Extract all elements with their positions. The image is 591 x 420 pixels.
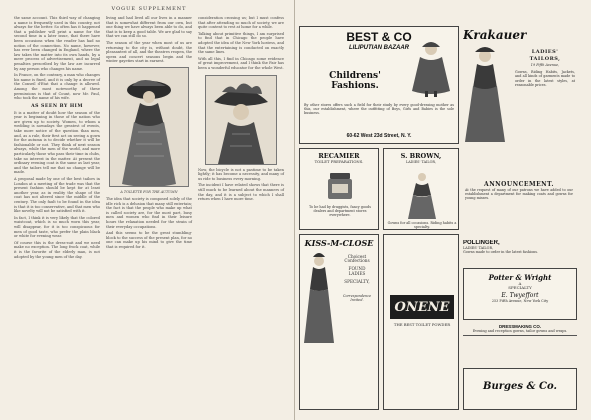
best-co-brand: BEST & CO	[346, 30, 412, 44]
best-co-address: 60-62 West 23d Street, N. Y.	[346, 133, 412, 139]
pollinger-line: LADIES' TAILOR,	[463, 246, 494, 250]
lady-figure-icon	[304, 253, 334, 343]
best-co-headline-1: Childrens'	[329, 71, 381, 81]
ad-kiss-m-close	[299, 234, 379, 410]
ad-dressmaking	[463, 324, 577, 364]
dressmaking-body: Evening and reception gowns, tailor gowns and wraps.	[472, 329, 568, 333]
paragraph: consideration crossing us; but I must confess that after attending so much of society, we are quite content to rest at home for a while.	[198, 16, 284, 30]
recamier-body: To be had by druggists, fancy goods dealers and department stores everywhere.	[309, 205, 371, 218]
paragraph: And this seems to be the great stumbling-block to the success of the present plan, for no one can make up his mind to give the time that is required for it.	[106, 231, 192, 249]
krakauer-brand: Krakauer	[463, 28, 527, 42]
lady-tailor-figure-icon	[465, 46, 505, 142]
pollinger-brand: POLLINGER,	[463, 240, 500, 246]
krakauer-announcement: ANNOUNCEMENT.	[484, 181, 554, 188]
paragraph: It is a matter of doubt how the season of the year is beginning in those of the nation who are given up to society. Women, to whom a wedding is nowadays the greatest of events, take more notice of the question than men, and, as a rule, their first act on seeing a gown for the autumn is to decide whether it will be fashionable or not. They think of next season always, while the men of the world, and more particularly those who pass their time in clubs, take no interest in the matter. At present the ordinary evening coat is the same as last year, and the tailors tell me that no change will be made.	[14, 110, 100, 175]
ad-best-co	[299, 26, 459, 144]
potterwright-line-2: SPECIALTY	[508, 285, 532, 291]
paragraph: Now, the bicycle is not a pastime to be taken lightly; it has become a necessity, and many of us ride to business every morning.	[198, 167, 284, 181]
onene-brand: ONENE	[394, 299, 450, 315]
divider	[463, 335, 577, 336]
ad-onene	[383, 234, 459, 410]
ad-potter-wright	[463, 268, 577, 320]
potterwright-name: E. Twyeffort	[501, 292, 539, 300]
paragraph: Talking about primitive things, I am surprised to find that in Chicago the people have adopted the idea of the New York hostess, and that the entertaining is conducted on exactly the same lines.	[198, 31, 284, 55]
lady-figure-icon	[408, 171, 436, 219]
ad-pollinger	[463, 240, 577, 264]
ad-s-brown	[383, 148, 459, 230]
hat-illustration	[205, 75, 277, 165]
hat-figure-icon	[208, 80, 274, 164]
kissmeclose-line-2: Confections	[344, 258, 370, 264]
potterwright-brand: Potter & Wright	[488, 273, 552, 282]
kissmeclose-brand: KISS-M-CLOSE	[304, 238, 374, 248]
ad-recamier	[299, 148, 379, 230]
s-brown-body: Gowns for all occasions. Riding habits a specialty.	[387, 221, 457, 230]
ad-krakauer	[463, 26, 577, 236]
paragraph: With all this, I find in Chicago some evidence of great improvement, and I think the Fair has been a wonderful educator for the whole West.	[198, 56, 284, 70]
recamier-line: TOILET PREPARATIONS.	[314, 159, 364, 164]
krakauer-line-3: 19 Fifth Avenue,	[530, 63, 560, 67]
krakauer-announcement-body: At the request of many of our patrons we have added to our establishment a department for making coats and gowns for young misses.	[465, 188, 573, 201]
paragraph: In fact, I think it is very likely that the colored waistcoat, which is so much worn this year, will disappear, for it is too conspicuous for men of good taste, who prefer the plain black or white for evening wear.	[14, 215, 100, 239]
paragraph: the same account. This third way of changing a name is frequently used in this country, not always for the better. So often has it happened that a publisher will print a name for the second time in a later issue, that there have been occasions when the reader has had no notion of the connection. No name, however, has ever been changed in England, where the law takes the matter into its own hands, by a mere process of advertisement, and no legal penalties prescribed by the law are incurred by any person who changes his name.	[14, 16, 100, 71]
figure-caption: A TOILETTE FOR THE AUTUMN	[120, 189, 178, 194]
paragraph: living and had lived all our lives in a manner that is somewhat different from our own, but one thing we have always been able to do, and that is to keep a good table. We are glad to say that we can still do so.	[106, 16, 192, 39]
best-co-body: By other stores offers such a field for their study by every good-dressing mother as this, our establishment, where the outfitting of Boys, Girls and Babies is the sole business.	[304, 103, 454, 116]
lady-figure-icon	[112, 72, 186, 186]
onene-line: THE BEST TOILET POWDER	[393, 322, 451, 327]
paragraph: The idea that society is composed solely of the idle rich is a delusion that many still entertain; the fact is that the people who make up what is called society are, for the most part, busy men and women who find in their leisure hours the relaxation needed for the strain of their everyday occupations.	[106, 196, 192, 229]
burgess-brand: Burges & Co.	[483, 381, 557, 392]
section-title: AS SEEN BY HIM	[31, 103, 83, 109]
kissmeclose-line-5: SPECIALTY,	[344, 278, 370, 284]
column-2	[106, 16, 192, 261]
dressmaking-title: DRESSMAKING CO.	[499, 324, 541, 329]
kissmeclose-body: Correspondence Invited.	[342, 294, 372, 303]
paragraph: The incident I have related shows that there is still much to be learned about the manners of the day, and it is a subject to which I shall return when I have more time.	[198, 183, 284, 202]
potterwright-line-1: A	[518, 281, 522, 286]
krakauer-body: Gowns, Riding Habits, Jackets, and all kinds of garments made to order in the latest styles, at reasonable prices.	[515, 70, 575, 87]
krakauer-line-1: LADIES'	[531, 49, 559, 55]
paragraph: Of course this is the dress-suit and we need make no exception. The long frock coat, while it is the favorite of the elderly man, is not adopted by the young men of the day.	[14, 240, 100, 259]
left-page	[0, 0, 295, 420]
kissmeclose-line-3: FOUND	[348, 266, 366, 272]
potterwright-address: 253 Fifth Avenue, New York City	[491, 299, 549, 304]
kissmeclose-line-4: LADIES	[348, 270, 366, 276]
fashion-illustration	[109, 67, 189, 187]
ad-burgess	[463, 368, 577, 410]
paragraph: A proposal made by one of the best tailors in London at a meeting of the trade was that the present fashion should be kept for at least another year, as in reality the shape of the coat has not altered since the middle of the century. The only fault to be found in the idea is that it is too conservative, and that men who like novelty will not be satisfied with it.	[14, 177, 100, 214]
paragraph: In France, on the contrary, a man who changes his name is fined, and it is only by a decree of the Conseil d'Etat that a change is allowed. Among the most noteworthy of these permissions is that of Count, now Mr. Paul, who took the name of his wife.	[14, 73, 101, 101]
jar-icon	[324, 169, 356, 201]
column-3	[198, 16, 284, 261]
recamier-brand: RECAMIER	[318, 152, 360, 160]
pollinger-body: Gowns made to order in the latest fashions.	[463, 250, 539, 255]
s-brown-brand: S. BROWN,	[400, 152, 442, 160]
s-brown-line: LADIES' TAILOR,	[405, 160, 437, 164]
best-co-headline-2: Fashions.	[331, 81, 379, 91]
column-1	[14, 16, 100, 261]
left-columns	[14, 16, 284, 261]
paragraph: The season of the year when most of us are returning to the city is, without doubt, the pleasantest of all, and the theatres reopen, the opera and concert seasons begin and the winter gayeties start in earnest.	[106, 40, 192, 64]
kissmeclose-line-1: Choicest	[347, 254, 367, 259]
krakauer-line-2: TAILORS,	[529, 56, 561, 62]
running-head: VOGUE SUPPLEMENT	[111, 6, 187, 12]
child-figure-icon	[410, 39, 452, 97]
right-page	[295, 0, 591, 420]
best-co-subtitle: LILIPUTIAN BAZAAR	[349, 45, 409, 51]
onene-banner	[390, 295, 454, 319]
